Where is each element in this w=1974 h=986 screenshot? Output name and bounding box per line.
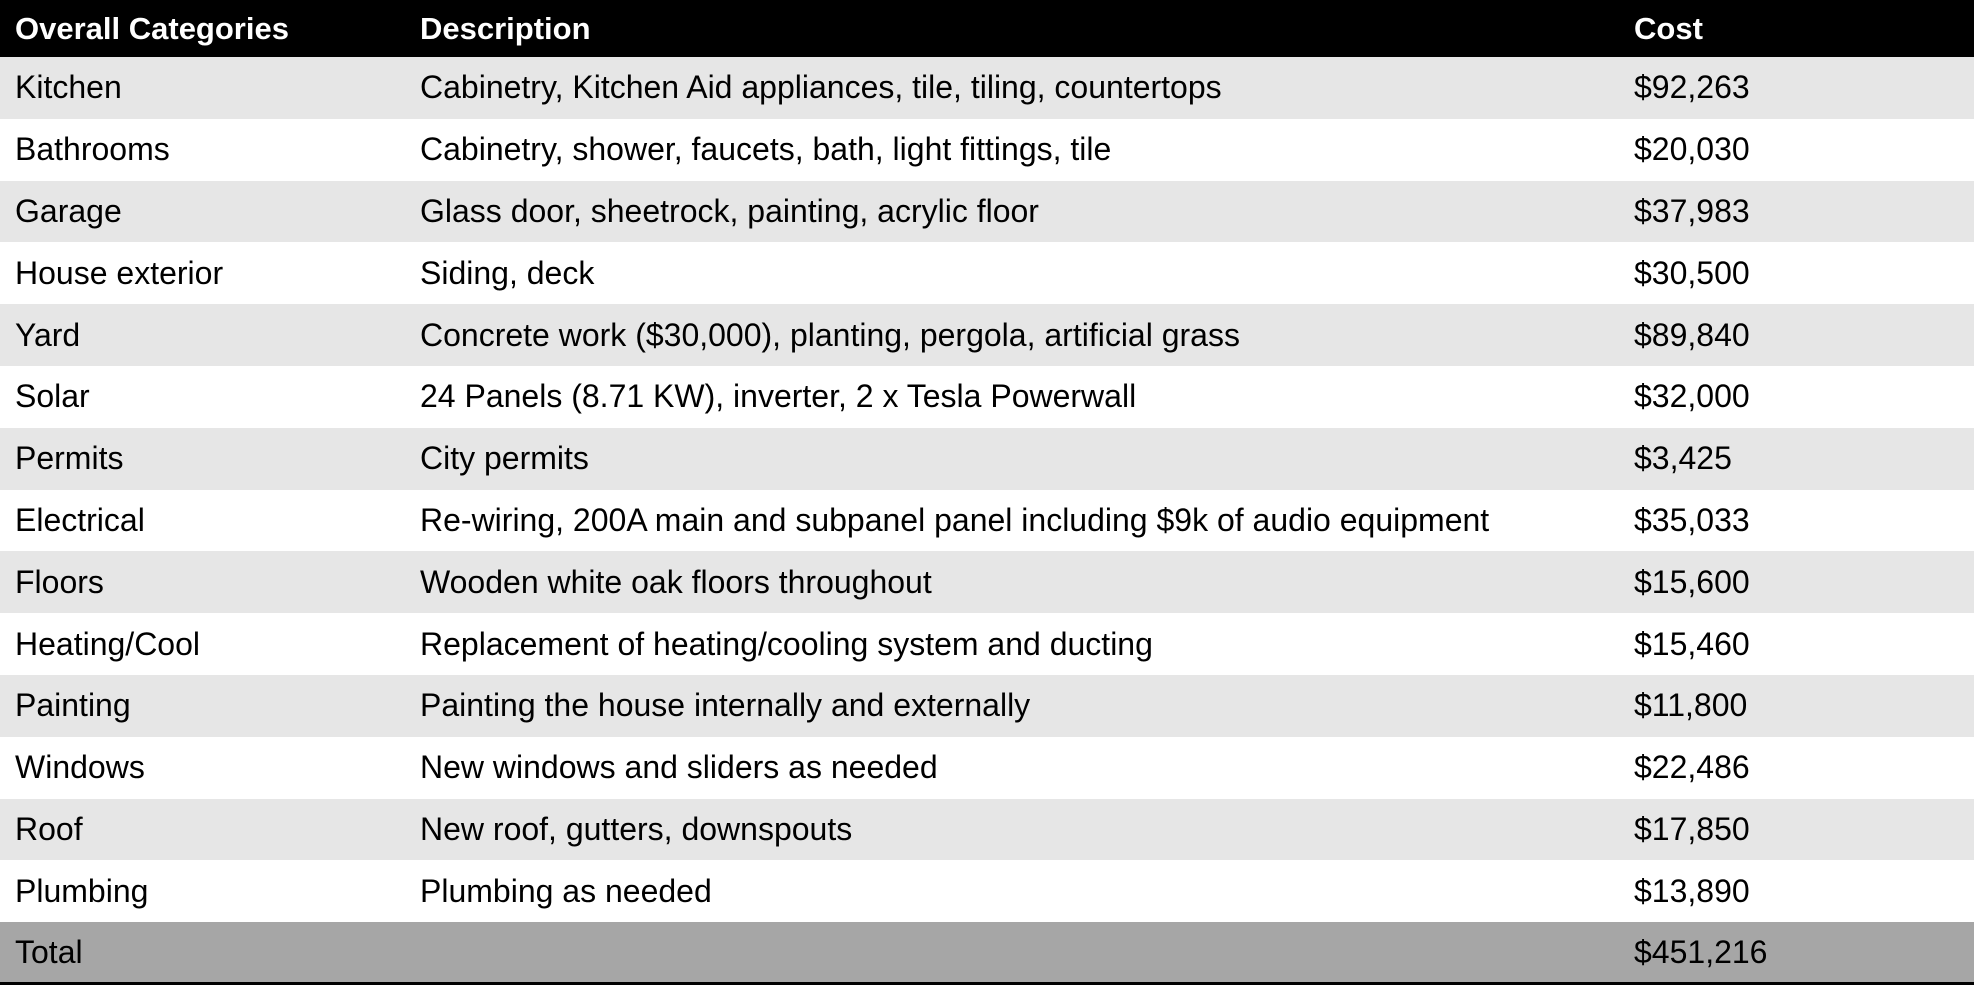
row-category: Bathrooms	[15, 131, 170, 168]
row-category: Electrical	[15, 501, 145, 538]
table-row	[0, 613, 1974, 675]
table-row	[0, 57, 1974, 119]
row-cost: $15,600	[1634, 563, 1750, 600]
header-description: Description	[420, 10, 591, 46]
row-description: Cabinetry, Kitchen Aid appliances, tile, tiling, countertops	[420, 69, 1222, 106]
table-header	[0, 0, 1974, 57]
row-category: House exterior	[15, 254, 224, 291]
row-description: Re-wiring, 200A main and subpanel panel including $9k of audio equipment	[420, 501, 1490, 538]
table-row	[0, 428, 1974, 490]
row-cost: $15,460	[1634, 625, 1750, 662]
row-cost: $35,033	[1634, 501, 1750, 538]
row-description: New roof, gutters, downspouts	[420, 810, 853, 847]
row-category: Solar	[15, 378, 90, 415]
row-category: Roof	[15, 810, 83, 847]
row-cost: $30,500	[1634, 254, 1750, 291]
header-cost: Cost	[1634, 10, 1703, 46]
row-category: Permits	[15, 440, 124, 477]
row-cost: $89,840	[1634, 316, 1750, 353]
table-row	[0, 490, 1974, 552]
table-row	[0, 675, 1974, 737]
row-cost: $22,486	[1634, 749, 1750, 786]
row-description: Cabinetry, shower, faucets, bath, light fittings, tile	[420, 131, 1112, 168]
row-category: Heating/Cool	[15, 625, 200, 662]
table-row	[0, 737, 1974, 799]
row-description: Wooden white oak floors throughout	[420, 563, 932, 600]
row-description: City permits	[420, 440, 589, 477]
row-cost: $3,425	[1634, 440, 1732, 477]
table-row	[0, 860, 1974, 922]
row-description: Painting the house internally and externally	[420, 687, 1031, 724]
row-category: Floors	[15, 563, 104, 600]
total-cost: $451,216	[1634, 933, 1768, 970]
row-description: New windows and sliders as needed	[420, 749, 938, 786]
row-cost: $20,030	[1634, 131, 1750, 168]
total-row	[0, 922, 1974, 982]
table-row	[0, 551, 1974, 613]
row-category: Painting	[15, 687, 131, 724]
row-cost: $13,890	[1634, 872, 1750, 909]
row-description: 24 Panels (8.71 KW), inverter, 2 x Tesla Powerwall	[420, 378, 1137, 415]
row-category: Yard	[15, 316, 81, 353]
table-row	[0, 799, 1974, 861]
row-category: Kitchen	[15, 69, 122, 106]
row-description: Concrete work ($30,000), planting, pergola, artificial grass	[420, 316, 1240, 353]
row-description: Glass door, sheetrock, painting, acrylic floor	[420, 192, 1039, 229]
total-label: Total	[15, 933, 83, 970]
row-cost: $17,850	[1634, 810, 1750, 847]
row-description: Plumbing as needed	[420, 872, 712, 909]
table-row	[0, 181, 1974, 243]
table-row	[0, 304, 1974, 366]
header-category: Overall Categories	[15, 10, 289, 46]
row-cost: $37,983	[1634, 192, 1750, 229]
row-category: Garage	[15, 192, 122, 229]
row-cost: $92,263	[1634, 69, 1750, 106]
row-cost: $11,800	[1634, 687, 1748, 724]
table-row	[0, 119, 1974, 181]
row-cost: $32,000	[1634, 378, 1750, 415]
table-row	[0, 242, 1974, 304]
row-category: Windows	[15, 749, 145, 786]
row-category: Plumbing	[15, 872, 149, 909]
row-description: Siding, deck	[420, 254, 595, 291]
table-row	[0, 366, 1974, 428]
row-description: Replacement of heating/cooling system and ducting	[420, 625, 1153, 662]
